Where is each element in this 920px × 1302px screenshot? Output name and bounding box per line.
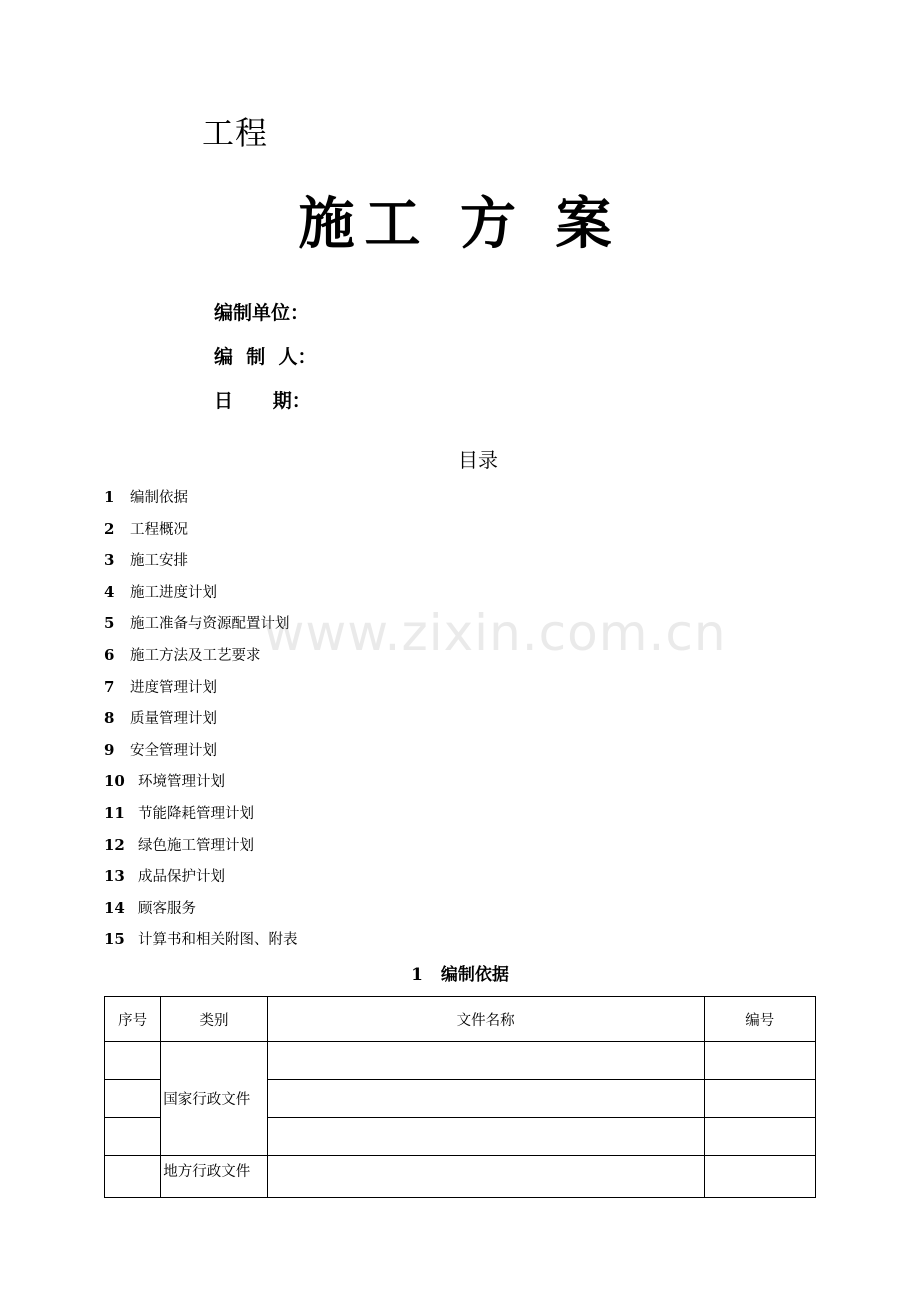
toc-item-number: 12 — [104, 835, 125, 854]
info-date: 日 期： — [214, 390, 311, 412]
toc-item — [104, 612, 298, 644]
toc-item — [104, 549, 298, 581]
toc-item-number: 7 — [104, 677, 115, 696]
header-seq: 序号 — [105, 997, 161, 1042]
info-compiling-unit: 编制单位： — [214, 302, 310, 324]
toc-item-number: 11 — [104, 803, 125, 822]
toc-item — [104, 644, 298, 676]
toc-item — [104, 676, 298, 708]
cell-doc-name — [267, 1080, 704, 1118]
toc-title: 目录 — [458, 448, 498, 472]
toc-item-number: 8 — [104, 709, 115, 728]
toc-item-number: 14 — [104, 898, 125, 917]
cell-seq — [105, 1042, 161, 1080]
toc-item — [104, 834, 298, 866]
toc-item-label: 绿色施工管理计划 — [138, 837, 254, 854]
table-row — [105, 1042, 816, 1080]
toc-item-number: 13 — [104, 867, 125, 886]
section-title: 编制依据 — [440, 965, 509, 985]
toc-item-label: 施工方法及工艺要求 — [130, 647, 261, 664]
toc-item-label: 质量管理计划 — [130, 711, 217, 728]
toc-item-label: 施工安排 — [130, 553, 188, 570]
toc-item-label: 安全管理计划 — [130, 742, 217, 759]
toc-item-label: 环境管理计划 — [138, 774, 225, 791]
toc-item-label: 施工准备与资源配置计划 — [130, 616, 290, 633]
toc-item-number: 10 — [104, 772, 125, 791]
toc-item — [104, 897, 298, 929]
project-label: 工程 — [202, 114, 269, 152]
section-heading — [0, 960, 920, 985]
toc-item-label: 进度管理计划 — [130, 679, 217, 696]
cell-doc-name — [267, 1156, 704, 1198]
compilation-basis-table — [104, 996, 816, 1198]
header-code: 编号 — [704, 997, 816, 1042]
section-number: 1 — [411, 965, 423, 985]
cell-doc-name — [267, 1118, 704, 1156]
toc-item — [104, 518, 298, 550]
cell-type-national: 国家行政文件 — [161, 1042, 267, 1156]
toc-item-number: 3 — [104, 551, 115, 570]
toc-item-number: 15 — [104, 930, 125, 949]
toc-item — [104, 739, 298, 771]
cell-code — [704, 1080, 816, 1118]
cell-seq — [105, 1118, 161, 1156]
header-type: 类别 — [161, 997, 267, 1042]
toc-item-number: 6 — [104, 645, 115, 664]
toc-item-label: 节能降耗管理计划 — [138, 805, 254, 822]
cell-seq — [105, 1156, 161, 1198]
toc-item — [104, 581, 298, 613]
toc-item-label: 工程概况 — [130, 521, 188, 538]
cell-type-local: 地方行政文件 — [161, 1156, 267, 1198]
toc-item-number: 9 — [104, 740, 115, 759]
info-compiler: 编 制 人： — [214, 346, 317, 368]
cell-doc-name — [267, 1042, 704, 1080]
toc-item-number: 4 — [104, 582, 115, 601]
toc-item-label: 顾客服务 — [138, 900, 196, 917]
toc-item — [104, 928, 298, 960]
toc-item — [104, 770, 298, 802]
toc-item — [104, 486, 298, 518]
toc-item-number: 1 — [104, 488, 115, 506]
toc-item-label: 施工进度计划 — [130, 584, 217, 601]
table-header-row — [105, 997, 816, 1042]
header-doc-name: 文件名称 — [267, 997, 704, 1042]
toc-item — [104, 707, 298, 739]
toc-item-number: 2 — [104, 519, 115, 538]
cell-code — [704, 1118, 816, 1156]
toc-item-label: 计算书和相关附图、附表 — [138, 932, 298, 949]
toc-item-label: 编制依据 — [130, 490, 188, 506]
main-title: 施工 方 案 — [298, 191, 622, 257]
cell-code — [704, 1042, 816, 1080]
table-row — [105, 1156, 816, 1198]
toc-item — [104, 802, 298, 834]
cell-seq — [105, 1080, 161, 1118]
toc-item — [104, 865, 298, 897]
table-of-contents — [104, 486, 298, 960]
cell-code — [704, 1156, 816, 1198]
toc-item-number: 5 — [104, 614, 115, 633]
watermark: www.zixin.com.cn — [263, 604, 727, 662]
toc-item-label: 成品保护计划 — [138, 869, 225, 886]
